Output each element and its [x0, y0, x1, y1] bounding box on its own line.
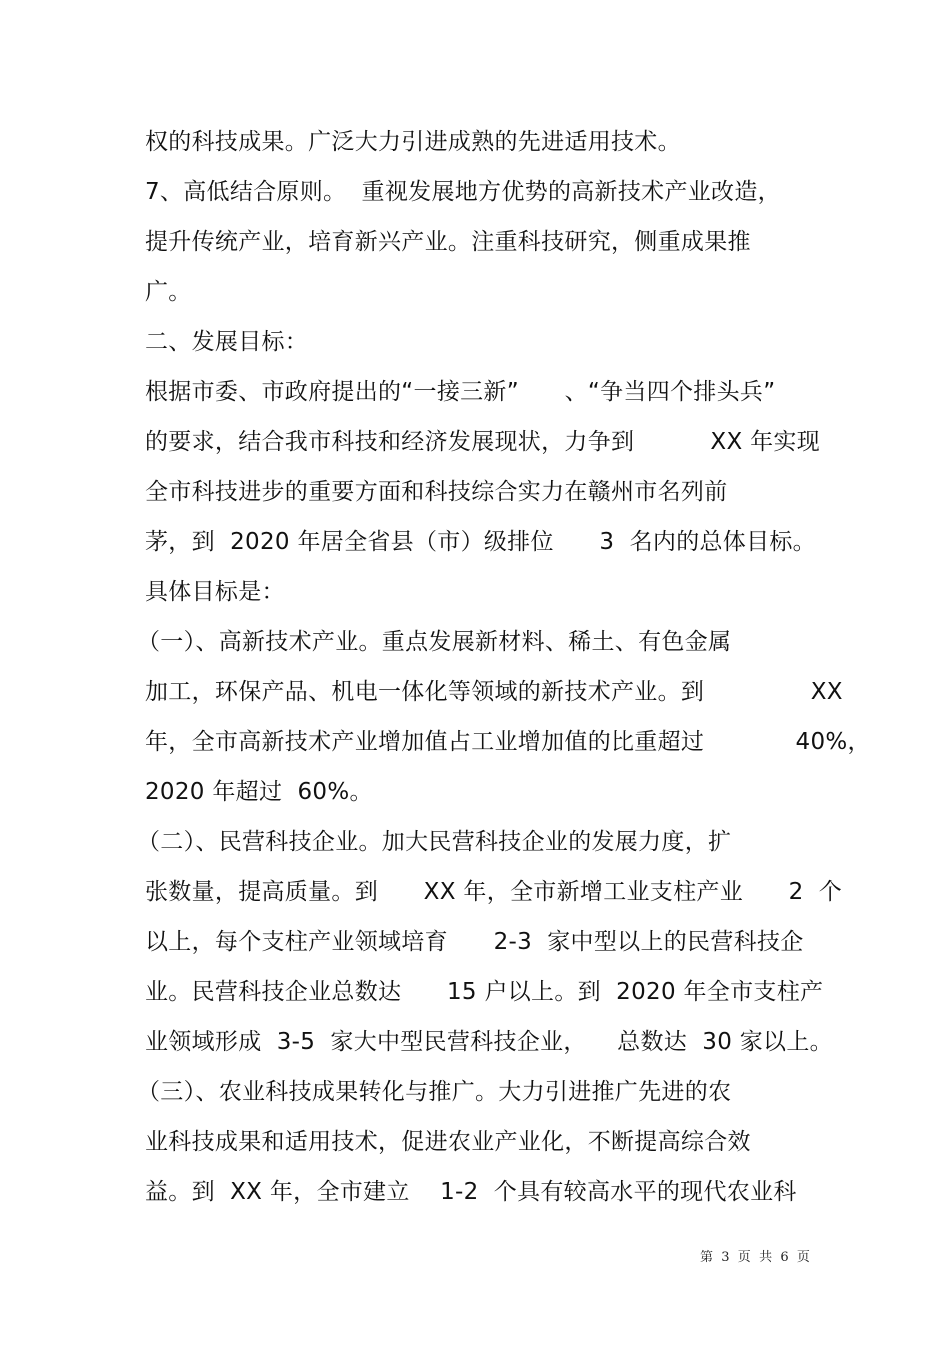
- subsection-line: （一）、高新技术产业。重点发展新材料、稀土、有色金属: [137, 629, 732, 655]
- text-line: 提升传统产业，培育新兴产业。注重科技研究，侧重成果推: [145, 229, 751, 255]
- text-line: 7、高低结合原则。 重视发展地方优势的高新技术产业改造，: [145, 179, 781, 205]
- text-line: 的要求，结合我市科技和经济发展现状，力争到 XX 年实现: [145, 429, 821, 455]
- subsection-line: （三）、农业科技成果转化与推广。大力引进推广先进的农: [137, 1079, 732, 1105]
- text-line: 年，全市高新技术产业增加值占工业增加值的比重超过 40%，: [145, 729, 871, 755]
- text-line: 权的科技成果。广泛大力引进成熟的先进适用技术。: [145, 129, 681, 155]
- text-line: 张数量，提高质量。到 XX 年，全市新增工业支柱产业 2 个: [145, 879, 843, 905]
- section-heading: 二、发展目标：: [145, 329, 309, 355]
- text-line: 具体目标是：: [145, 579, 285, 605]
- text-line: 2020 年超过 60%。: [145, 779, 373, 805]
- text-line: 业科技成果和适用技术，促进农业产业化，不断提高综合效: [145, 1129, 751, 1155]
- text-line: 益。到 XX 年，全市建立 1-2 个具有较高水平的现代农业科: [145, 1179, 797, 1205]
- text-line: 根据市委、市政府提出的“一接三新” 、“争当四个排头兵”: [145, 379, 776, 405]
- page-number-footer: 第 3 页 共 6 页: [700, 1250, 810, 1265]
- text-line: 业领域形成 3-5 家大中型民营科技企业， 总数达 30 家以上。: [145, 1029, 833, 1055]
- text-line: 业。民营科技企业总数达 15 户以上。到 2020 年全市支柱产: [145, 979, 824, 1005]
- text-line: 广。: [145, 279, 192, 305]
- text-line: 加工，环保产品、机电一体化等领域的新技术产业。到 XX: [145, 679, 843, 705]
- text-line: 全市科技进步的重要方面和科技综合实力在赣州市名列前: [145, 479, 728, 505]
- subsection-line: （二）、民营科技企业。加大民营科技企业的发展力度，扩: [137, 829, 732, 855]
- text-line: 茅，到 2020 年居全省县（市）级排位 3 名内的总体目标。: [145, 529, 816, 555]
- text-line: 以上，每个支柱产业领域培育 2-3 家中型以上的民营科技企: [145, 929, 804, 955]
